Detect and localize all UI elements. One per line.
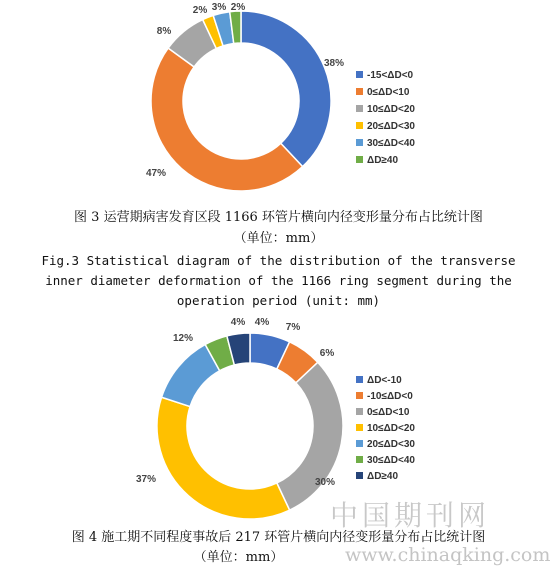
fig4-caption-unit: （单位：mm） bbox=[193, 550, 284, 565]
fig3-caption-cn: 图 3 运营期病害发育区段 1166 环管片横向内径变形量分布占比统计图 bbox=[74, 210, 483, 225]
chart1-data-label-2: 8% bbox=[156, 26, 172, 37]
watermark-cn: 中国期刊网 bbox=[330, 499, 491, 532]
chart1-data-label-5: 2% bbox=[230, 2, 246, 13]
chart1-legend-label-0: -15<ΔD<0 bbox=[367, 70, 414, 81]
chart1-legend-swatch-3 bbox=[356, 122, 363, 129]
chart2-legend-swatch-5 bbox=[356, 456, 363, 463]
chart1-data-label-1: 47% bbox=[145, 168, 167, 179]
chart2-legend-swatch-1 bbox=[356, 392, 363, 399]
chart1-legend-swatch-5 bbox=[356, 156, 363, 163]
fig3-caption-en-line3: operation period (unit: mm) bbox=[176, 293, 381, 308]
chart1-slice-0 bbox=[241, 11, 331, 167]
chart2-legend-label-5: 30≤ΔD<40 bbox=[367, 455, 415, 466]
chart2-data-label-2: 30% bbox=[314, 477, 336, 488]
chart1-legend-swatch-0 bbox=[356, 71, 363, 78]
chart2-legend-label-1: -10≤ΔD<0 bbox=[367, 391, 413, 402]
chart2-legend-swatch-4 bbox=[356, 440, 363, 447]
chart1-legend-label-2: 10≤ΔD<20 bbox=[367, 104, 415, 115]
chart2-data-label-3: 37% bbox=[135, 474, 157, 485]
chart2-legend-swatch-3 bbox=[356, 424, 363, 431]
chart2-data-label-6: 4% bbox=[254, 317, 270, 328]
chart2-legend-label-4: 20≤ΔD<30 bbox=[367, 439, 415, 450]
chart2-slice-3 bbox=[157, 397, 290, 519]
chart1-legend-swatch-2 bbox=[356, 105, 363, 112]
fig3-caption-en-line1: Fig.3 Statistical diagram of the distribution of the transverse bbox=[41, 253, 516, 268]
chart1-legend-swatch-1 bbox=[356, 88, 363, 95]
chart2-legend-swatch-2 bbox=[356, 408, 363, 415]
chart2-legend-swatch-6 bbox=[356, 472, 363, 479]
fig4-caption-cn: 图 4 施工期不同程度事故后 217 环管片横向内径变形量分布占比统计图 bbox=[71, 530, 486, 545]
chart1-legend-label-5: ΔD≥40 bbox=[367, 155, 399, 166]
chart2-legend-swatch-0 bbox=[356, 376, 363, 383]
chart2-data-label-4: 12% bbox=[172, 333, 194, 344]
watermark-url: www.chinaqking.com bbox=[345, 544, 551, 566]
chart2-legend-label-2: 0≤ΔD<10 bbox=[367, 407, 410, 418]
fig3-caption-unit: （单位：mm） bbox=[233, 231, 324, 246]
chart1-legend-label-3: 20≤ΔD<30 bbox=[367, 121, 415, 132]
chart1-data-label-3: 2% bbox=[192, 5, 208, 16]
chart1-data-label-4: 3% bbox=[211, 2, 227, 13]
chart2-legend-label-3: 10≤ΔD<20 bbox=[367, 423, 415, 434]
chart2-legend-label-6: ΔD≥40 bbox=[367, 471, 399, 482]
chart2-data-label-5: 4% bbox=[230, 317, 246, 328]
chart1-slice-1 bbox=[151, 48, 303, 191]
fig3-caption-en-line2: inner diameter deformation of the 1166 ring segment during the bbox=[45, 273, 512, 288]
chart2-data-label-1: 6% bbox=[319, 348, 335, 359]
chart2-legend-label-0: ΔD<-10 bbox=[367, 375, 402, 386]
chart1-legend-label-4: 30≤ΔD<40 bbox=[367, 138, 415, 149]
chart2-data-label-0: 7% bbox=[285, 322, 301, 333]
chart1-legend-swatch-4 bbox=[356, 139, 363, 146]
chart1-data-label-0: 38% bbox=[323, 58, 345, 69]
chart1-legend-label-1: 0≤ΔD<10 bbox=[367, 87, 410, 98]
